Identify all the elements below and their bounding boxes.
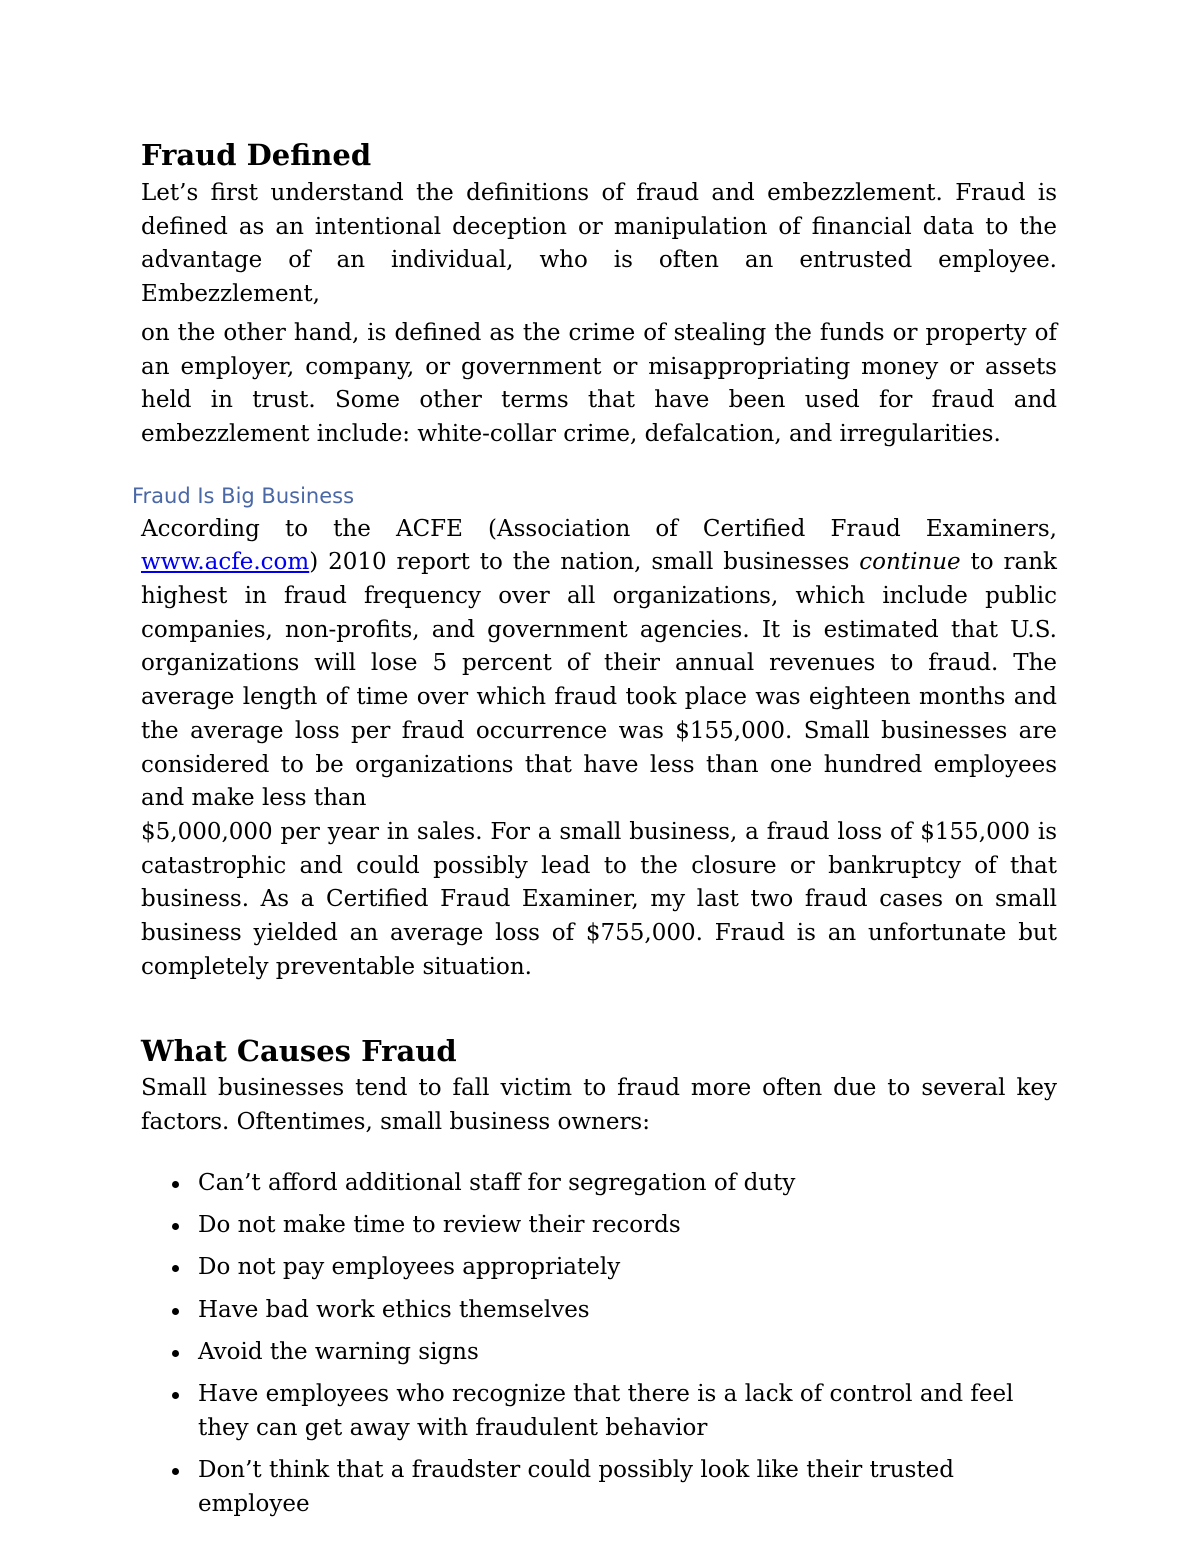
bullet-icon: [172, 1392, 179, 1399]
list-item-text: Avoid the warning signs: [198, 1339, 479, 1366]
paragraph-causes-intro: Small businesses tend to fall victim to fraud more often due to several key factors. Oftentimes, small business owners:: [141, 1075, 1057, 1136]
list-item-text: Don’t think that a fraudster could possibly look like their trusted employee: [198, 1457, 954, 1518]
paragraph-embezzlement-definition: on the other hand, is defined as the crime of stealing the funds or property of an employer, company, or government or misappropriating money or assets held in trust. Some other terms that have been used for fraud and embezzlement include: white-collar crime, defalcation, and irregularities.: [141, 319, 1057, 447]
acfe-text-italic: continue: [859, 549, 961, 576]
heading-what-causes-fraud: What Causes Fraud: [141, 1034, 457, 1069]
acfe-text-middle: ) 2010 report to the nation, small businesses: [309, 549, 860, 576]
document-page: [132, 138, 1057, 1530]
list-item: [141, 1294, 1057, 1328]
heading-fraud-big-business: Fraud Is Big Business: [132, 483, 355, 508]
acfe-text-start: According to the ACFE (Association of Certified Fraud Examiners,: [141, 515, 1057, 542]
paragraph-small-business-loss: $5,000,000 per year in sales. For a small business, a fraud loss of $155,000 is catastrophic and could possibly lead to the closure or bankruptcy of that business. As a Certified Fraud Examiner, my last two fraud cases on small business yielded an average loss of $755,000. Fraud is an unfortunate but completely preventable situation.: [141, 818, 1057, 980]
list-item-text: Do not pay employees appropriately: [198, 1254, 621, 1281]
bullet-icon: [172, 1468, 179, 1475]
list-item: [141, 1378, 1057, 1445]
list-item-text: Have employees who recognize that there is a lack of control and feel they can get away with fraudulent behavior: [198, 1381, 1014, 1442]
list-item: [141, 1454, 1057, 1521]
list-item: [141, 1336, 1057, 1370]
list-item: [141, 1209, 1057, 1243]
list-item: [141, 1251, 1057, 1285]
list-item-text: Do not make time to review their records: [198, 1212, 681, 1239]
bullet-icon: [172, 1265, 179, 1272]
bullet-icon: [172, 1350, 179, 1357]
causes-list: [141, 1167, 1057, 1522]
paragraph-fraud-definition: Let’s first understand the definitions of fraud and embezzlement. Fraud is defined as an intentional deception or manipulation of financial data to the advantage of an individual, who is often an entrusted employee. Embezzlement,: [141, 180, 1057, 308]
bullet-icon: [172, 1223, 179, 1230]
list-item: [141, 1167, 1057, 1201]
bullet-icon: [172, 1181, 179, 1188]
list-item-text: Have bad work ethics themselves: [198, 1296, 590, 1323]
heading-fraud-defined: Fraud Defined: [141, 138, 372, 172]
list-item-text: Can’t afford additional staff for segregation of duty: [198, 1169, 796, 1196]
acfe-link[interactable]: www.acfe.com: [141, 549, 310, 576]
paragraph-acfe-report: [141, 513, 1057, 816]
bullet-icon: [172, 1308, 179, 1315]
acfe-text-rest: to rank highest in fraud frequency over all organizations, which include public companies, non-profits, and government agencies. It is estimated that U.S. organizations will lose 5 percent of their annual revenues to fraud. The average length of time over which fraud took place was eighteen months and the average loss per fraud occurrence was $155,000. Small businesses are considered to be organizations that have less than one hundred employees and make less than: [141, 549, 1057, 812]
